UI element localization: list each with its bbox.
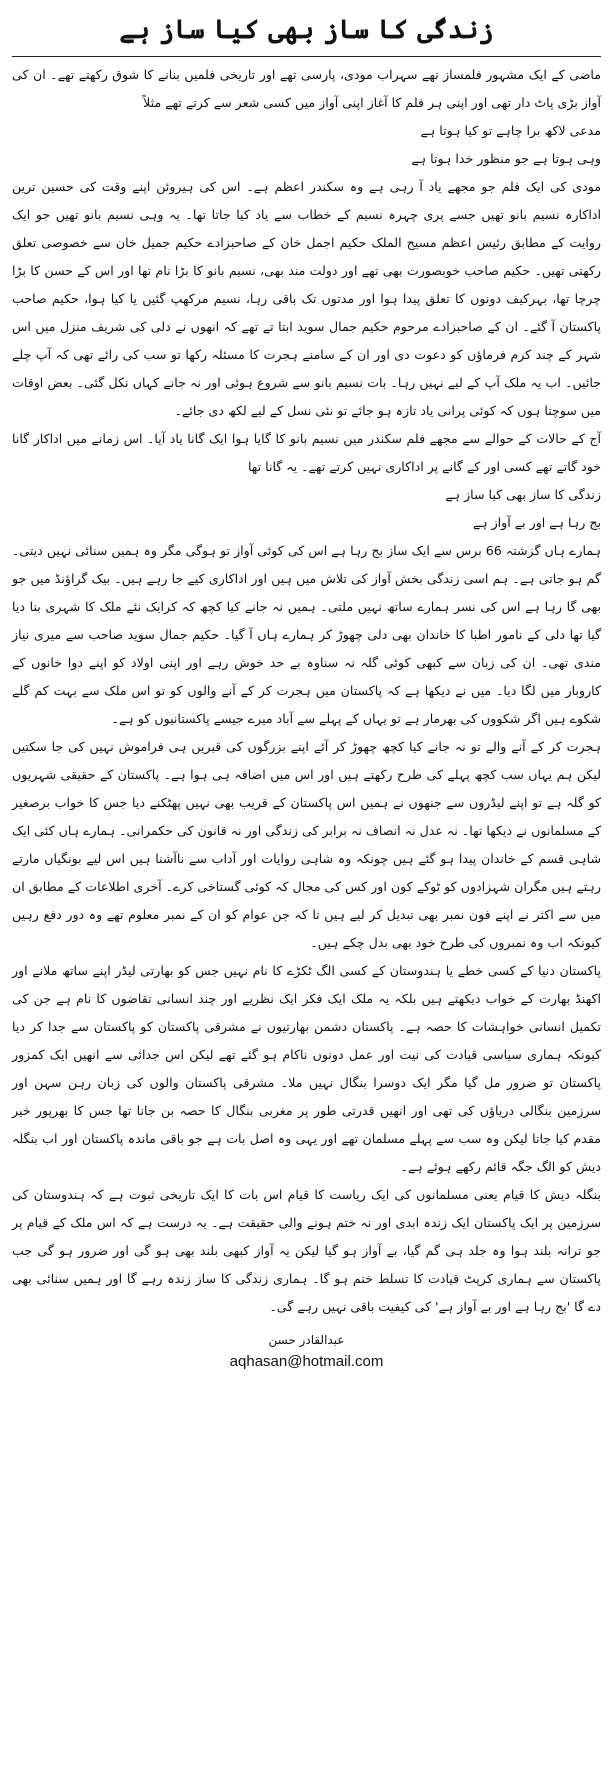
author-name: عبدالقادر حسن (268, 1333, 345, 1347)
paragraph: ہمارے ہاں گزشتہ 66 برس سے ایک ساز بج رہا ہے اس کی کوئی آواز تو ہوگی مگر وہ ہمیں سنائی نہیں دیتی۔ گم ہو جاتی ہے۔ ہم اسی زندگی بخش آواز کی تلاش میں ہیں اور اداکاری کیے جا رہے ہیں۔ بیک گراؤنڈ میں جو بھی گا رہا ہے اس کی نسر ہمارے ساتھ نہیں ملتی۔ ہمیں نہ جانے کیا کچھ کہ کرایک نئے ملک کا شہری بنا دیا گیا تھا دلی کے نامور اطبا کا خاندان بھی دلی چھوڑ کر ہمارے ہاں آ گیا۔ حکیم جمال سوید صاحب سے میری نیاز مندی تھی۔ ان کی زبان سے کبھی کوئی گلہ نہ سناوہ بے حد خوش رہے اور اپنی اولاد کو اپنے دوا خانوں کے کاروبار میں لگا دیا۔ میں نے دیکھا ہے کہ پاکستان میں ہجرت کر کے آنے والوں کو تو اس ملک سے بہت کم گلے شکوے ہیں اگر شکووں کی بھرمار ہے تو یہاں کے پہلے سے آباد میرے جیسے پاکستانیوں کو ہے۔ (12, 543, 601, 726)
paragraph: مودی کی ایک فلم جو مجھے یاد آ رہی ہے وہ سکندر اعظم ہے۔ اس کی ہیروئن اپنے وقت کی حسین ترین اداکارہ نسیم بانو تھیں جسے پری چہرہ نسیم کے خطاب سے یاد کیا جاتا تھا۔ یہ وہی نسیم بانو تھیں جو ایک روایت کے مطابق رئیس اعظم مسیح الملک حکیم اجمل خان کے صاحبزادے حکیم جمیل خان سے خصوصی تعلق رکھتی تھیں۔ حکیم صاحب خوبصورت بھی تھے اور دولت مند بھی، نسیم بانو کا بڑا نام تھا اور اس کے حسن کا بڑا چرچا تھا، بہرکیف دونوں کا تعلق پیدا ہوا اور مدتوں تک باقی رہا، نسیم مرکھپ گئیں یا کیا ہوا، حکیم صاحب پاکستان آ گئے۔ ان کے صاحبزادے مرحوم حکیم جمال سوید ابتا تے تھے کہ انھوں نے دلی کی شریف منزل میں اس شہر کے چند کرم فرماؤں کو دعوت دی اور ان کے سامنے ہجرت کا مسئلہ رکھا تو سب کی رائے تھی کہ آپ چلے جائیں۔ اب یہ ملک آپ کے لیے نہیں رہا۔ بات نسیم بانو سے شروع ہوئی اور نہ جانے کہاں نکل گئی۔ بعض اوقات میں سوچتا ہوں کہ کوئی پرانی یاد تازہ ہو جائے تو نئی نسل کے لیے لکھ دی جائے۔ (12, 179, 601, 418)
paragraph-closing: بنگلہ دیش کا قیام یعنی مسلمانوں کی ایک ریاست کا قیام اس بات کا ایک تاریخی ثبوت ہے کہ ہندوستان کی سرزمین پر ایک پاکستان ایک زندہ ابدی اور نہ ختم ہونے والی حقیقت ہے۔ یہ درست ہے کہ اس ملک کے قیام پر جو ترانہ بلند ہوا وہ جلد ہی گم گیا، بے آواز ہو گیا لیکن یہ آواز کبھی بلند بھی ہو گی اور ضرور ہو گی جب پاکستان سے ہماری کرپٹ قیادت کا تسلط ختم ہو گا۔ ہماری زندگی کا ساز زندہ رہے گا اور ہمیں سنائی بھی دے گا 'بج رہا ہے اور بے آواز ہے' کی کیفیت باقی نہیں رہے گی۔ (12, 1187, 601, 1314)
author-email[interactable]: aqhasan@hotmail.com (229, 1353, 384, 1370)
verse-line: وہی ہوتا ہے جو منظور خدا ہوتا ہے (411, 151, 601, 166)
paragraph-intro: ماضی کے ایک مشہور فلمساز تھے سہراب مودی، پارسی تھے اور تاریخی فلمیں بنانے کا شوق رکھتے تھے۔ ان کی آواز بڑی پاٹ دار تھی اور اپنی ہر فلم کا آغاز اپنی آواز میں کسی شعر سے کرتے تھے مثلاً (12, 67, 601, 110)
paragraph: ہجرت کر کے آنے والے تو نہ جانے کیا کچھ چھوڑ کر آئے اپنے بزرگوں کی قبریں ہی فراموش نہیں کی جا سکتیں لیکن ہم یہاں سب کچھ پہلے کی طرح رکھتے ہیں اور اس میں اضافہ ہی ہوا ہے۔ پاکستان کے حقیقی شہریوں کو گلہ ہے تو اپنے لیڈروں سے جنھوں نے ہمیں اس پاکستان کے قریب بھی نہیں پھٹکنے دیا جس کا خواب برصغیر کے مسلمانوں نے دیکھا تھا۔ نہ عدل نہ انصاف نہ برابر کی زندگی اور نہ قانون کی حکمرانی۔ ہمارے ہاں کئی ایک شاہی قسم کے خاندان پیدا ہو گئے ہیں چونکہ وہ شاہی روایات اور آداب سے ناآشنا ہیں اس لیے بونگیاں مارتے رہتے ہیں مگران شہزادوں کو ٹوکے کون اور کس کی مجال کہ کوئی گستاخی کرے۔ آخری اطلاعات کے مطابق ان میں سے اکثر نے اپنے فون نمبر بھی تبدیل کر لیے ہیں تا کہ جن عوام کو ان کے نمبر معلوم تھے وہ دور دفع رہیں کیونکہ اب وہ نمبروں کی طرح خود بھی بدل چکے ہیں۔ (12, 739, 601, 950)
verse-line: زندگی کا ساز بھی کیا ساز ہے (445, 487, 601, 502)
verse-line: بج رہا ہے اور بے آواز ہے (472, 515, 601, 530)
article-body (12, 61, 601, 1321)
paragraph: پاکستان دنیا کے کسی خطے یا ہندوستان کے کسی الگ ٹکڑے کا نام نہیں جس کو بھارتی لیڈر اپنے ساتھ ملانے اور اکھنڈ بھارت کے خواب دیکھتے ہیں بلکہ یہ ملک ایک فکر ایک نظریے اور چند انسانی تقاضوں کا نام ہے جن کی تکمیل انسانی خواہشات کا حصہ ہے۔ پاکستان دشمن بھارتیوں نے مشرقی پاکستان کو پاکستان سے جدا کر دیا کیونکہ ہماری سیاسی قیادت کی نیت اور عمل دونوں ناکام ہو گئے تھے لیکن اس جدائی سے انھیں ایک کمزور پاکستان تو ضرور مل گیا مگر ایک دوسرا بنگال نہیں ملا۔ مشرقی پاکستان والوں کی زبان رہن سہن اور سرزمین بنگالی دریاؤں کی تھی اور انھیں قدرتی طور پر مغربی بنگال کا حصہ بن جانا تھا جس کا بھرپور خیر مقدم کیا جاتا لیکن وہ سب سے پہلے مسلمان تھے اور یہی وہ اصل بات ہے جو باقی ماندہ پاکستان اور اب بنگلہ دیش کو الگ جگہ قائم رکھے ہوئے ہے۔ (12, 963, 601, 1174)
paragraph: آج کے حالات کے حوالے سے مجھے فلم سکندر میں نسیم بانو کا گایا ہوا ایک گانا یاد آیا۔ اس زمانے میں اداکار گانا خود گاتے تھے کسی اور کے گانے پر اداکاری نہیں کرتے تھے۔ یہ گانا تھا (12, 431, 601, 474)
verse-line: مدعی لاکھ برا چاہے تو کیا ہوتا ہے (420, 123, 601, 138)
headline: زندگی کا ساز بھی کیا ساز ہے (12, 10, 601, 57)
